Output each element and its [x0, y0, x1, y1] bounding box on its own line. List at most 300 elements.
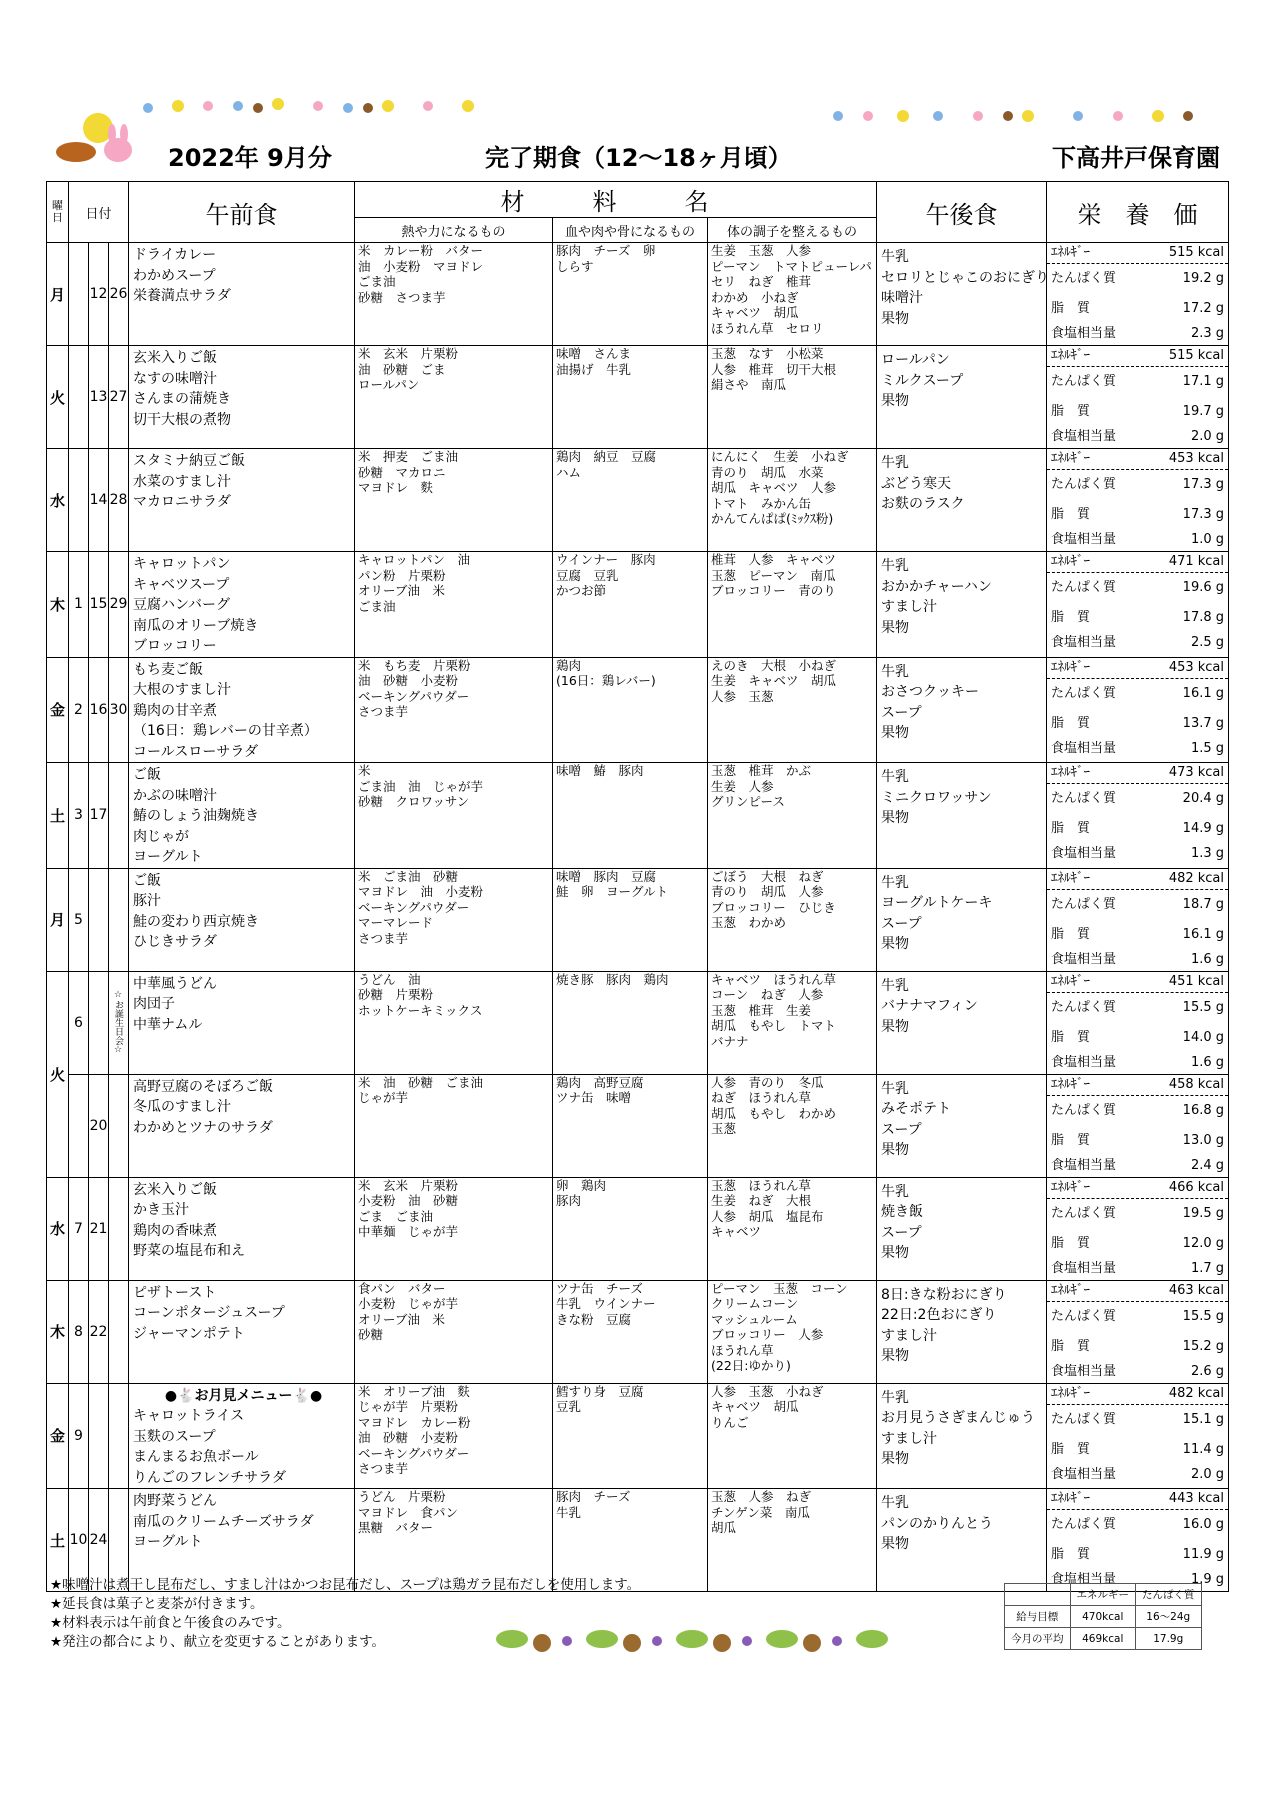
ingredients-header: 材 料 名: [355, 182, 877, 218]
nutrition-protein-value: 15.5 g: [1182, 999, 1225, 1015]
heat-ingredients-line: さつま芋: [358, 704, 409, 719]
blood-ingredients: [553, 1177, 708, 1280]
date-cell: 30: [109, 657, 129, 763]
date-cell: 9: [69, 1383, 89, 1489]
heat-ingredients-line: マヨドレ 油 小麦粉: [358, 884, 484, 899]
body-ingredients-line: 椎茸 人参 キャベツ: [711, 552, 837, 567]
summary-corner: [1005, 1584, 1071, 1606]
nutrition-salt-label: 食塩相当量: [1051, 1260, 1117, 1276]
nutrition-protein-label: たんぱく質: [1051, 1411, 1117, 1427]
heat-ingredients-line: 食パン バター: [358, 1280, 446, 1296]
body-ingredients: [708, 971, 877, 1074]
nutrition-salt-label: 食塩相当量: [1051, 1572, 1117, 1587]
nutrition-protein-label: たんぱく質: [1051, 1205, 1117, 1221]
body-ingredients-line: 人参 胡瓜 塩昆布: [711, 1208, 824, 1224]
date-cell: 27: [109, 346, 129, 449]
body-ingredients-line: 玉葱 わかめ: [711, 915, 787, 930]
note-1: ★味噌汁は煮干し昆布だし、すまし汁はかつお昆布だし、スープは鶏ガラ昆布だしを使用します。: [50, 1577, 641, 1593]
nutrition-energy-value: 466 kcal: [1168, 1179, 1225, 1195]
snack-cell-line: セロリとじゃこのおにぎり: [881, 269, 1050, 286]
blood-ingredients-line: 鶏肉: [556, 657, 582, 673]
nutrition-protein-label: たんぱく質: [1051, 896, 1117, 912]
lunch-cell-line: 鮭の変わり西京焼き: [133, 913, 260, 930]
date-cell: 17: [89, 763, 109, 869]
lunch-cell-line: ジャーマンポテト: [133, 1325, 245, 1342]
dow-cell: 水: [47, 449, 69, 552]
nutrition-salt-value: 1.5 g: [1190, 740, 1225, 756]
nutrition-energy-value: 515 kcal: [1168, 348, 1225, 363]
heat-header: 熱や力になるもの: [355, 218, 553, 243]
menu-row: [47, 552, 1229, 658]
nutrition-cell: [1047, 449, 1229, 552]
page-title: 完了期食（12～18ヶ月頃）: [485, 144, 792, 172]
heat-ingredients-line: パン粉 片栗粉: [358, 567, 446, 583]
nutrition-energy-value: 453 kcal: [1168, 659, 1225, 675]
nutrition-cell: [1047, 657, 1229, 763]
nutrition-energy-value: 471 kcal: [1168, 554, 1225, 569]
nutrition-salt: [1047, 950, 1228, 970]
body-ingredients: [708, 552, 877, 658]
nutrition-fat-value: 19.7 g: [1182, 404, 1225, 419]
heat-ingredients-line: キャロットパン 油: [358, 552, 471, 567]
heat-ingredients: [355, 552, 553, 658]
blood-header: 血や肉や骨になるもの: [553, 218, 708, 243]
heat-ingredients-line: ホットケーキミックス: [358, 1002, 483, 1018]
snack-cell-line: ロールパン: [881, 352, 950, 368]
nutrition-energy-label: ｴﾈﾙｷﾞｰ: [1051, 765, 1091, 780]
heat-ingredients-line: 砂糖 片栗粉: [358, 987, 434, 1002]
nutrition-fat-value: 11.9 g: [1182, 1547, 1225, 1562]
nutrition-fat: [1047, 1435, 1228, 1465]
lunch-cell-line: ピザトースト: [133, 1284, 217, 1301]
nutrition-cell: [1047, 1489, 1229, 1592]
body-ingredients: [708, 1280, 877, 1383]
body-ingredients-line: ほうれん草 セロリ: [711, 320, 824, 336]
snack-cell-line: ヨーグルトケーキ: [881, 895, 993, 911]
body-ingredients-line: チンゲン菜 南瓜: [711, 1504, 810, 1520]
nutrition-cell: [1047, 1074, 1229, 1177]
date-header: 日付: [69, 182, 129, 243]
nutrition-fat-label: 脂 質: [1051, 301, 1091, 316]
nutrition-salt-label: 食塩相当量: [1051, 635, 1117, 650]
heat-ingredients-line: 米 ごま油 砂糖: [358, 868, 459, 884]
menu-row: [47, 1074, 1229, 1177]
nutrition-energy-value: 482 kcal: [1168, 870, 1225, 886]
snack-cell-line: 牛乳: [881, 874, 910, 891]
lunch-cell-line: わかめスープ: [133, 267, 216, 284]
menu-row: [47, 243, 1229, 346]
heat-ingredients-line: ごま油: [358, 598, 396, 614]
blood-ingredients: [553, 1074, 708, 1177]
nutrition-energy-label: ｴﾈﾙｷﾞｰ: [1051, 1179, 1091, 1195]
snack-cell-line: 牛乳: [881, 769, 910, 785]
snack-cell: [877, 1280, 1047, 1383]
nutrition-protein-value: 16.0 g: [1182, 1517, 1225, 1532]
nutrition-energy: [1047, 552, 1228, 573]
heat-ingredients: [355, 1177, 553, 1280]
snack-cell: [877, 868, 1047, 971]
nutrition-energy-label: ｴﾈﾙｷﾞｰ: [1051, 870, 1091, 886]
tsukimi-menu-label: ●🐇お月見メニュー🐇●: [129, 1386, 354, 1407]
blood-ingredients-line: 豚肉 チーズ: [556, 1489, 631, 1504]
heat-ingredients: [355, 346, 553, 449]
nutrition-protein-value: 19.2 g: [1182, 271, 1225, 286]
lunch-cell-line: 玄米入りご飯: [133, 350, 218, 366]
blood-ingredients-line: 油揚げ 牛乳: [556, 361, 632, 377]
nutrition-fat-label: 脂 質: [1051, 1132, 1091, 1148]
nutrition-energy: [1047, 658, 1228, 679]
nutrition-energy-value: 443 kcal: [1168, 1491, 1225, 1506]
heat-ingredients: [355, 1280, 553, 1383]
snack-cell-line: 8日:きな粉おにぎり: [881, 1286, 1007, 1303]
nutrition-salt-value: 1.7 g: [1190, 1260, 1225, 1276]
nutrition-cell: [1047, 1177, 1229, 1280]
body-ingredients-line: にんにく 生姜 小ねぎ: [711, 449, 849, 464]
body-ingredients-line: キャベツ 胡瓜: [711, 1399, 799, 1414]
nutrition-cell: [1047, 552, 1229, 658]
body-ingredients: [708, 1177, 877, 1280]
nutrition-energy-label: ｴﾈﾙｷﾞｰ: [1051, 1491, 1091, 1506]
blood-ingredients: [553, 763, 708, 869]
nutrition-cell: [1047, 1280, 1229, 1383]
body-ingredients-line: ごぼう 大根 ねぎ: [711, 868, 824, 884]
nutrition-fat: [1047, 603, 1228, 633]
blood-ingredients-line: 味噌 さんま: [556, 346, 632, 361]
nutrition-fat-label: 脂 質: [1051, 1441, 1091, 1457]
blood-ingredients-line: 鱈すり身 豆腐: [556, 1383, 644, 1399]
lunch-cell-line: キャロットライス: [133, 1408, 245, 1424]
lunch-cell-line: 中華ナムル: [133, 1016, 203, 1033]
lunch-cell: [129, 552, 355, 658]
date-cell: 16: [89, 657, 109, 763]
body-ingredients-line: ブロッコリー 人参: [711, 1327, 824, 1342]
blood-ingredients-line: (16日：鶏レバー): [556, 673, 656, 688]
snack-cell-line: ミニクロワッサン: [881, 789, 992, 806]
heat-ingredients-line: ベーキングパウダー: [358, 1445, 470, 1461]
snack-cell: [877, 657, 1047, 763]
heat-ingredients: [355, 1383, 553, 1489]
blood-ingredients-line: 味噌 鰆 豚肉: [556, 763, 644, 778]
heat-ingredients: [355, 1074, 553, 1177]
nutrition-fat-value: 13.0 g: [1182, 1132, 1225, 1148]
body-ingredients-line: 人参 玉葱 小ねぎ: [711, 1383, 824, 1399]
date-cell: 5: [69, 868, 89, 971]
nutrition-protein-label: たんぱく質: [1051, 271, 1117, 286]
blood-ingredients-line: ウインナー 豚肉: [556, 552, 656, 567]
snack-cell-line: 牛乳: [881, 558, 910, 574]
date-cell: 8: [69, 1280, 89, 1383]
heat-ingredients-line: 油 砂糖 小麦粉: [358, 673, 459, 688]
nutrition-energy-label: ｴﾈﾙｷﾞｰ: [1051, 1385, 1091, 1401]
lunch-cell-line: 野菜の塩昆布和え: [133, 1243, 246, 1259]
heat-ingredients-line: 黒糖 バター: [358, 1520, 434, 1535]
menu-row: [47, 763, 1229, 869]
nutrition-energy-label: ｴﾈﾙｷﾞｰ: [1051, 554, 1091, 569]
snack-cell-line: 果物: [881, 810, 910, 826]
nutrition-cell: [1047, 971, 1229, 1074]
date-cell: 12: [89, 243, 109, 346]
heat-ingredients-line: ベーキングパウダー: [358, 688, 470, 704]
blood-ingredients: [553, 1383, 708, 1489]
date-cell: 2: [69, 657, 89, 763]
year-month: 2022年 9月分: [168, 144, 332, 172]
nutrition-energy-label: ｴﾈﾙｷﾞｰ: [1051, 1076, 1091, 1092]
lunch-cell-line: ヨーグルト: [133, 1534, 203, 1550]
nutrition-energy: [1047, 1489, 1228, 1510]
blood-ingredients-line: 焼き豚 豚肉 鶏肉: [556, 971, 669, 987]
lunch-cell: [129, 1280, 355, 1383]
body-ingredients-line: グリンピース: [711, 794, 785, 809]
nutrition-salt-value: 2.0 g: [1190, 429, 1225, 444]
heat-ingredients-line: 中華麺 じゃが芋: [358, 1224, 459, 1239]
nutrition-fat-label: 脂 質: [1051, 1029, 1091, 1045]
menu-row: [47, 1383, 1229, 1489]
snack-cell-line: 果物: [881, 1348, 910, 1364]
body-ingredients: [708, 1383, 877, 1489]
snack-cell-line: 22日:2色おにぎり: [881, 1307, 997, 1323]
date-cell: [69, 243, 89, 346]
nutrition-salt: [1047, 844, 1228, 864]
nutrition-salt-value: 1.6 g: [1190, 1054, 1225, 1070]
nutrition-energy-value: 458 kcal: [1168, 1076, 1225, 1092]
lunch-cell-line: スタミナ納豆ご飯: [133, 453, 246, 469]
date-cell: 22: [89, 1280, 109, 1383]
lunch-cell: [129, 763, 355, 869]
snack-cell-line: スープ: [881, 915, 922, 932]
snack-cell-line: スープ: [881, 1121, 922, 1138]
body-ingredients-line: クリームコーン: [711, 1296, 799, 1311]
heat-ingredients-line: オリーブ油 米: [358, 1311, 445, 1327]
snack-cell-line: スープ: [881, 1224, 922, 1241]
heat-ingredients: [355, 657, 553, 763]
nutrition-protein-value: 17.3 g: [1182, 477, 1225, 492]
snack-cell-line: パンのかりんとう: [881, 1515, 994, 1532]
snack-cell-line: お月見うさぎまんじゅう: [881, 1410, 1036, 1426]
nutrition-energy-value: 451 kcal: [1168, 973, 1225, 989]
body-ingredients: [708, 763, 877, 869]
nutrition-energy-value: 453 kcal: [1168, 451, 1225, 466]
heat-ingredients-line: 米 カレー粉 バター: [358, 243, 484, 258]
lunch-cell-line: わかめとツナのサラダ: [133, 1119, 273, 1136]
date-cell: 15: [89, 552, 109, 658]
nutrition-protein: [1047, 264, 1228, 294]
date-cell: [109, 1177, 129, 1280]
body-ingredients-line: 玉葱 人参 ねぎ: [711, 1489, 812, 1504]
snack-cell-line: 果物: [881, 619, 910, 636]
lunch-cell-line: 豆腐ハンバーグ: [133, 597, 231, 613]
snack-cell: [877, 971, 1047, 1074]
nutrition-salt: [1047, 427, 1228, 447]
date-cell: [69, 1074, 89, 1177]
nutrition-protein-value: 19.6 g: [1182, 580, 1225, 595]
heat-ingredients: [355, 449, 553, 552]
snack-cell-line: スープ: [881, 704, 922, 721]
nutrition-protein-label: たんぱく質: [1051, 1308, 1117, 1324]
menu-row: [47, 449, 1229, 552]
snack-cell-line: 味噌汁: [881, 290, 924, 306]
heat-ingredients-line: 米: [358, 763, 371, 778]
dow-cell: 月: [47, 243, 69, 346]
nutrition-fat-value: 15.2 g: [1182, 1338, 1225, 1354]
body-ingredients-line: りんご: [711, 1414, 749, 1430]
date-cell: 7: [69, 1177, 89, 1280]
blood-ingredients-line: かつお節: [556, 583, 607, 598]
nutrition-protein-value: 18.7 g: [1182, 896, 1225, 912]
nutrition-energy-label: ｴﾈﾙｷﾞｰ: [1051, 1282, 1091, 1298]
nutrition-salt-label: 食塩相当量: [1051, 1157, 1117, 1173]
lunch-cell-line: 玉麩のスープ: [133, 1428, 216, 1445]
heat-ingredients-line: マヨドレ カレー粉: [358, 1414, 471, 1430]
body-ingredients-line: 玉葱: [711, 1121, 737, 1136]
blood-ingredients-line: 鶏肉 高野豆腐: [556, 1074, 644, 1090]
body-ingredients-line: 絹さや 南瓜: [711, 377, 787, 392]
snack-header: 午後食: [877, 182, 1047, 243]
lunch-cell-line: 肉じゃが: [133, 828, 190, 845]
body-ingredients-line: キャベツ 胡瓜: [711, 305, 799, 320]
snack-cell: [877, 243, 1050, 346]
body-ingredients-line: 玉葱 椎茸 かぶ: [711, 763, 812, 778]
nutrition-fat: [1047, 709, 1228, 739]
lunch-cell-line: マカロニサラダ: [133, 494, 231, 510]
snack-cell: [877, 1177, 1047, 1280]
nutrition-energy: [1047, 869, 1228, 890]
date-cell: 13: [89, 346, 109, 449]
snack-cell: [877, 1489, 1047, 1592]
body-ingredients-line: ピーマン トマトピューレパ: [711, 258, 872, 274]
nutrition-fat: [1047, 1126, 1228, 1156]
heat-ingredients-line: 米 オリーブ油 麩: [358, 1383, 470, 1399]
body-ingredients: [708, 346, 877, 449]
body-ingredients-line: マッシュルーム: [711, 1311, 798, 1327]
lunch-cell-line: りんごのフレンチサラダ: [133, 1469, 286, 1486]
date-cell: [109, 763, 129, 869]
blood-ingredients-line: ツナ缶 チーズ: [556, 1280, 643, 1296]
nutrition-energy: [1047, 243, 1228, 264]
nutrition-protein: [1047, 784, 1228, 814]
lunch-cell-line: かぶの味噌汁: [133, 787, 218, 804]
body-ingredients-line: わかめ 小ねぎ: [711, 289, 799, 305]
snack-cell: [877, 1383, 1047, 1489]
nutrition-fat-value: 17.2 g: [1182, 301, 1225, 316]
lunch-cell-line: ご飯: [133, 767, 162, 783]
snack-cell-line: 牛乳: [881, 1183, 910, 1200]
heat-ingredients-line: 小麦粉 油 砂糖: [358, 1193, 459, 1208]
nutrition-fat-value: 11.4 g: [1182, 1441, 1225, 1457]
snack-cell-line: 牛乳: [881, 977, 910, 994]
summary-average-protein: 17.9g: [1136, 1628, 1202, 1650]
nutrition-salt: [1047, 739, 1228, 759]
footer-decoration: [492, 1617, 902, 1661]
body-ingredients-line: 胡瓜 もやし トマト: [711, 1018, 837, 1033]
nutrition-energy: [1047, 1178, 1228, 1199]
nutrition-salt-label: 食塩相当量: [1051, 532, 1117, 547]
lunch-cell-line: さんまの蒲焼き: [133, 391, 232, 407]
body-ingredients-line: 玉葱 ピーマン 南瓜: [711, 567, 836, 583]
dow-cell: 土: [47, 763, 69, 869]
lunch-cell-line: 鶏肉の甘辛煮: [133, 702, 218, 719]
snack-cell-line: バナナマフィン: [881, 998, 978, 1014]
nutrition-salt-value: 2.0 g: [1190, 1466, 1225, 1482]
nutrition-protein: [1047, 679, 1228, 709]
body-ingredients: [708, 449, 877, 552]
snack-cell-line: おさつクッキー: [881, 684, 980, 700]
snack-cell-line: 果物: [881, 1018, 910, 1035]
date-cell: 20: [89, 1074, 109, 1177]
lunch-cell: [129, 449, 355, 552]
nursery-name: 下高井戸保育園: [1052, 144, 1220, 172]
nutrition-fat-value: 17.3 g: [1182, 507, 1225, 522]
nutrition-protein: [1047, 573, 1228, 603]
lunch-cell-line: まんまるお魚ボール: [133, 1449, 259, 1465]
lunch-cell: [129, 1074, 355, 1177]
nutrition-protein-value: 20.4 g: [1182, 791, 1225, 806]
body-ingredients-line: トマト みかん缶: [711, 495, 812, 511]
nutrition-fat-label: 脂 質: [1051, 821, 1091, 836]
body-ingredients-line: 人参 玉葱: [711, 688, 774, 704]
lunch-cell: [129, 346, 355, 449]
nutrition-salt-value: 1.3 g: [1190, 846, 1225, 861]
body-header: 体の調子を整えるもの: [708, 218, 877, 243]
nutrition-protein-value: 17.1 g: [1182, 374, 1225, 389]
heat-ingredients-line: 砂糖: [358, 1327, 384, 1342]
nutrition-protein-label: たんぱく質: [1051, 1517, 1117, 1532]
lunch-cell: [129, 657, 355, 763]
body-ingredients: [708, 243, 877, 346]
nutrition-protein: [1047, 1199, 1228, 1229]
nutrition-energy-label: ｴﾈﾙｷﾞｰ: [1051, 245, 1091, 260]
body-ingredients-line: 人参 青のり 冬瓜: [711, 1074, 824, 1090]
nutrition-salt-value: 1.9 g: [1190, 1572, 1225, 1587]
nutrition-salt: [1047, 1156, 1228, 1176]
nutrition-cell: [1047, 868, 1229, 971]
body-ingredients-line: えのき 大根 小ねぎ: [711, 657, 837, 673]
lunch-cell-line: ブロッコリー: [133, 638, 217, 654]
summary-average-energy: 469kcal: [1070, 1628, 1136, 1650]
body-ingredients-line: 青のり 胡瓜 人参: [711, 884, 824, 899]
dow-header: 曜日: [47, 182, 69, 243]
blood-ingredients-line: 豆乳: [556, 1399, 582, 1414]
blood-ingredients-line: 鮭 卵 ヨーグルト: [556, 884, 669, 899]
nutrition-salt: [1047, 1053, 1228, 1073]
nutrition-energy: [1047, 763, 1228, 784]
body-ingredients-line: ブロッコリー 青のり: [711, 583, 836, 598]
heat-ingredients: [355, 868, 553, 971]
lunch-cell-line: キャベツスープ: [133, 576, 230, 593]
nutrition-fat: [1047, 397, 1228, 427]
body-ingredients: [708, 868, 877, 971]
snack-cell-line: お麩のラスク: [881, 496, 965, 512]
nutrition-energy: [1047, 1075, 1228, 1096]
note-3: ★材料表示は午前食と午後食のみです。: [50, 1615, 291, 1631]
body-ingredients: [708, 1074, 877, 1177]
heat-ingredients-line: 油 小麦粉 マヨドレ: [358, 258, 484, 274]
nutrition-protein-value: 16.1 g: [1182, 685, 1225, 701]
nutrition-salt-label: 食塩相当量: [1051, 846, 1117, 861]
snack-cell-line: 果物: [881, 1536, 910, 1552]
lunch-cell-line: なすの味噌汁: [133, 370, 218, 387]
nutrition-fat-label: 脂 質: [1051, 610, 1091, 625]
snack-cell-line: 果物: [881, 936, 910, 952]
blood-ingredients: [553, 243, 708, 346]
body-ingredients-line: バナナ: [711, 1033, 749, 1049]
nutrition-salt: [1047, 324, 1228, 344]
nutrition-cell: [1047, 1383, 1229, 1489]
body-ingredients-line: コーン ねぎ 人参: [711, 987, 824, 1002]
nutrition-fat-value: 12.0 g: [1182, 1235, 1225, 1251]
nutrition-fat-value: 17.8 g: [1182, 610, 1225, 625]
nutrition-energy-value: 473 kcal: [1168, 765, 1225, 780]
snack-cell: [877, 552, 1047, 658]
